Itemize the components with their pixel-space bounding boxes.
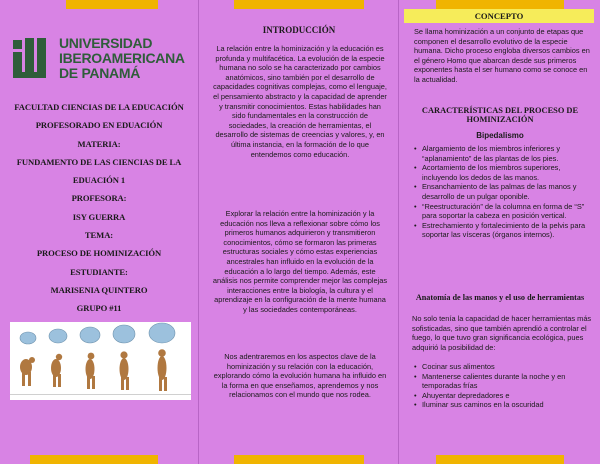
panel-divider [398, 0, 399, 464]
cover-panel [0, 0, 198, 464]
program-text: PROFESORADO EN EDUACIÓN [35, 120, 163, 131]
subject-text: EDUACIÓN 1 [72, 175, 126, 186]
introduction-title: INTRODUCCIÓN [262, 25, 336, 35]
list-item: • Mantenerse calientes durante la noche y en temporadas frías [414, 372, 594, 391]
logo-line: UNIVERSIDAD [59, 35, 153, 51]
subject-label: MATERIA: [77, 138, 121, 149]
bipedalism-title: Bipedalismo [476, 131, 524, 140]
list-item: • Acortamiento de los miembros superiores, incluyendo los dedos de las manos. [414, 163, 594, 182]
list-item: • Iluminar sus caminos en la oscuridad [414, 400, 594, 410]
logo-line: IBEROAMERICANA [59, 50, 185, 66]
concept-text: Se llama hominización a un conjunto de etapas que componen el desarrollo evolutivo de la especie humana. Dicho proceso engloba diversos cambios en el género Homo que abarcan desde sus primeros exponentes hasta el ser humano como se conoce en la actualidad. [414, 27, 590, 84]
bipedalism-list [414, 144, 594, 240]
university-logo-icon [12, 36, 54, 82]
anatomy-title: Anatomía de las manos y el uso de herramientas [415, 293, 585, 302]
introduction-panel [200, 0, 398, 464]
student-name: MARISENIA QUINTERO [50, 284, 148, 295]
anatomy-text: No solo tenía la capacidad de hacer herramientas más sofisticadas, sino que también aprendió a controlar el fuego, lo que tuvo gran significancia ecológica, pues adquirió la posibilidad de: [412, 314, 592, 352]
student-label: ESTUDIANTE: [70, 266, 128, 277]
topic-label: TEMA: [84, 230, 114, 241]
subject-text: FUNDAMENTO DE LAS CIENCIAS DE LA [16, 156, 182, 167]
list-item: • Cocinar sus alimentos [414, 362, 594, 372]
evolution-image [10, 322, 191, 400]
group-text: GRUPO #11 [76, 303, 122, 314]
cover-info [0, 98, 198, 318]
characteristics-title: CARACTERÍSTICAS DEL PROCESO DE HOMINIZACIÓN [421, 106, 579, 125]
list-item: • Alargamiento de los miembros inferiores y “aplanamiento” de las plantas de los pies. [414, 144, 594, 163]
content-panel [400, 0, 600, 464]
introduction-paragraph: La relación entre la hominización y la educación es profunda y multifacética. La evolución de la especie humana no solo se ha caracterizado por cambios anatómicos, sino también por el desarrollo de capacidades cognitivas complejas, como el lenguaje, el pensamiento abstracto y la capacidad de aprender y transmitir conocimientos. Estas habilidades han sido fundamentales en la construcción de sociedades, la creación de herramientas, el desarrollo de sistemas de creencias y valores, y, en última instancia, en la formación de lo que entendemos como educación. [213, 44, 387, 159]
topic-text: PROCESO DE HOMINIZACIÓN [36, 248, 162, 259]
anatomy-list [414, 362, 594, 410]
teacher-label: PROFESORA: [71, 193, 127, 204]
introduction-paragraph: Explorar la relación entre la hominización y la educación nos lleva a reflexionar sobre cómo los primeros humanos adquirieron y transmitieron conocimientos, cómo se formaron las primeras estructuras sociales y cómo estas experiencias ancestrales han influido en la evolución de la educación a lo largo del tiempo. Además, este análisis nos permite comprender mejor las complejas interacciones entre la biología, la cultura y el aprendizaje en la configuración de la mente humana y las sociedades contemporáneas. [212, 209, 388, 314]
list-item: • Ahuyentar depredadores e [414, 391, 594, 401]
introduction-paragraph: Nos adentraremos en los aspectos clave de la hominización y su relación con la educación, explorando cómo la evolución humana ha influido en la forma en que enseñamos, aprendemos y nos relacionamos con el mundo que nos rodea. [213, 352, 387, 400]
panel-divider [198, 0, 199, 464]
university-logo [12, 36, 190, 86]
list-item: • Ensanchamiento de las palmas de las manos y desarrollo de un pulgar oponible. [414, 182, 594, 201]
evolution-illustration [10, 322, 191, 400]
list-item: • “Reestructuración” de la columna en forma de “S” para soportar la cabeza en posición vertical. [414, 202, 594, 221]
concept-title: CONCEPTO [404, 9, 594, 23]
teacher-name: ISY GUERRA [72, 211, 126, 222]
faculty-text: FACULTAD CIENCIAS DE LA EDUCACIÓN [14, 102, 184, 112]
list-item: • Estrechamiento y fortalecimiento de la pelvis para soportar las vísceras (órganos internos). [414, 221, 594, 240]
logo-line: DE PANAMÁ [59, 65, 141, 81]
